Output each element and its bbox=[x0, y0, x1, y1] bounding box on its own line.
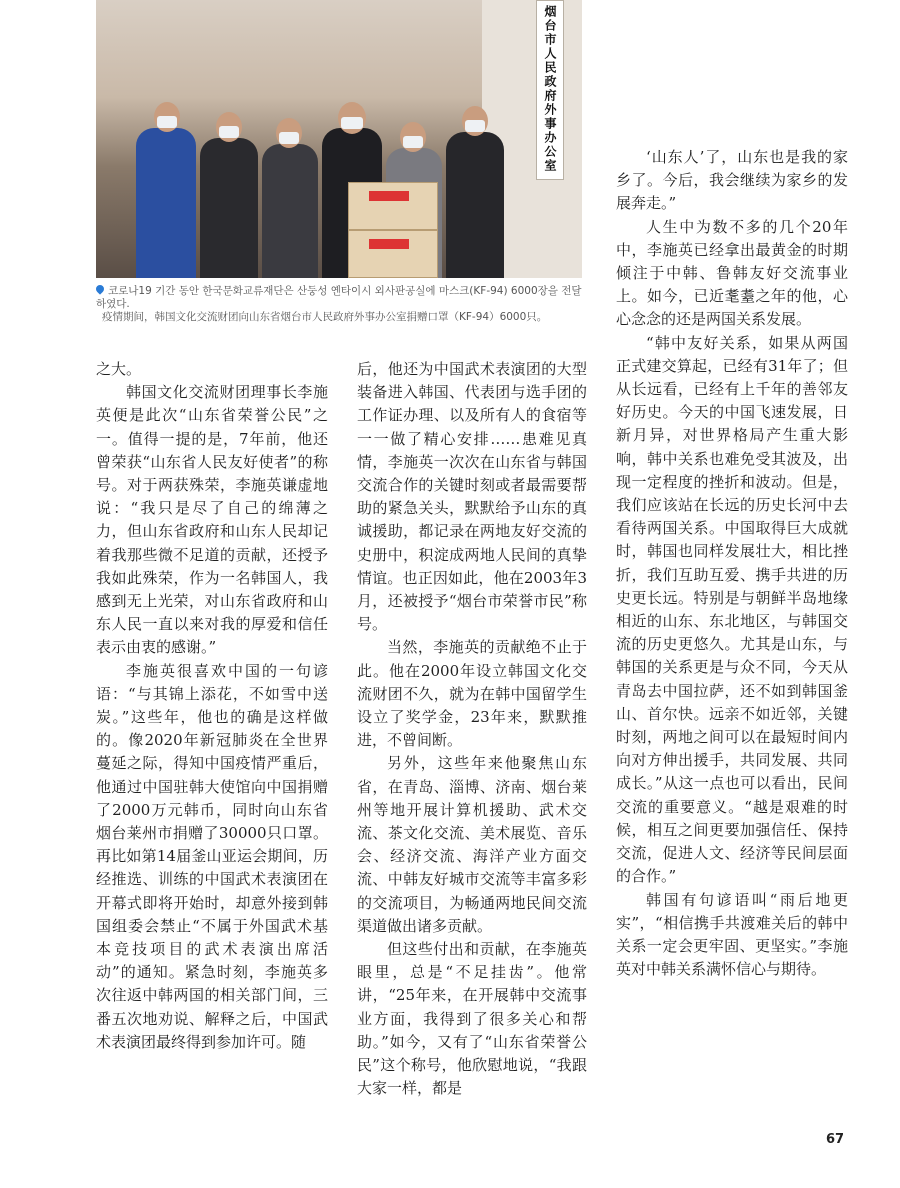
mask-donation-box bbox=[348, 230, 438, 278]
person bbox=[446, 132, 504, 278]
face-mask bbox=[219, 126, 239, 138]
paragraph: 韩国有句谚语叫“雨后地更实”，“相信携手共渡难关后的韩中关系一定会更牢固、更坚实。”李施英对中韩关系满怀信心与期待。 bbox=[616, 890, 848, 979]
paragraph: 另外，这些年来他聚焦山东省，在青岛、淄博、济南、烟台莱州等地开展计算机援助、武术交流、茶文化交流、美术展览、音乐会、经济交流、海洋产业方面交流、中韩友好城市交流等丰富多彩的交流项目，为畅通两地民间交流渠道做出诸多贡献。 bbox=[357, 754, 587, 935]
face-mask bbox=[157, 116, 177, 128]
paragraph: “韩中友好关系，如果从两国正式建交算起，已经有31年了；但从长远看，已经有上千年的善邻友好历史。今天的中国飞速发展，日新月异，对世界格局产生重大影响，韩中关系也难免受其波及，出现一定程度的挫折和波动。但是，我们应该站在长远的历史长河中去看待两国关系。中国取得巨大成就时，韩国也同样发展壮大，相比挫折，我们互助互爱、携手共进的历史更长远。特别是与朝鲜半岛地缘相近的山东、东北地区，与韩国交流的历史更悠久。尤其是山东，与韩国的关系更是与众不同，今天从青岛去中国拉萨，还不如到韩国釜山、首尔快。远亲不如近邻，关键时刻，两地之间可以在最短时间内向对方伸出援手，共同发展、共同成长。”从这一点也可以看出，民间交流的重要意义。“越是艰难的时候，相互之间更要加强信任、保持交流，促进人文、经济等民间层面的合作。” bbox=[616, 333, 848, 886]
face-mask bbox=[341, 117, 363, 129]
face-mask bbox=[403, 136, 423, 148]
face-mask bbox=[279, 132, 299, 144]
text-column-3 bbox=[616, 146, 848, 981]
box-label bbox=[369, 191, 409, 201]
paragraph: 李施英很喜欢中国的一句谚语：“与其锦上添花，不如雪中送炭。”这些年，他也的确是这样做的。像2020年新冠肺炎在全世界蔓延之际，得知中国疫情严重后，他通过中国驻韩大使馆向中国捐赠了2000万元韩币，同时向山东省烟台莱州市捐赠了30000只口罩。再比如第14届釜山亚运会期间，历经推选、训练的中国武术表演团在开幕式即将开始时，却意外接到韩国组委会禁止“不属于外国武术基本竞技项目的武术表演出席活动”的通知。紧急时刻，李施英多次往返中韩两国的相关部门间，三番五次地劝说、解释之后，中国武术表演团最终得到参加许可。随 bbox=[96, 661, 328, 1051]
office-plaque bbox=[536, 0, 564, 180]
paragraph: 当然，李施英的贡献绝不止于此。他在2000年设立韩国文化交流财团不久，就为在韩中国留学生设立了奖学金，23年来，默默推进，不曾间断。 bbox=[357, 638, 587, 750]
group-of-people bbox=[136, 90, 526, 278]
paragraph: 但这些付出和贡献，在李施英眼里，总是“不足挂齿”。他常讲，“25年来，在开展韩中交流事业方面，我得到了很多关心和帮助。”如今，又有了“山东省荣誉公民”这个称号，他欣慰地说，“我跟大家一样，都是 bbox=[357, 940, 587, 1098]
text-column-1 bbox=[96, 358, 328, 1054]
plaque-text: 烟台市人民政府外事办公室 bbox=[543, 5, 557, 173]
paragraph: 之大。 bbox=[96, 360, 142, 378]
person bbox=[136, 128, 196, 278]
location-pin-icon bbox=[94, 283, 105, 294]
paragraph: 韩国文化交流财团理事长李施英便是此次“山东省荣誉公民”之一。值得一提的是，7年前，他还曾荣获“山东省人民友好使者”的称号。对于两获殊荣，李施英谦虚地说：“我只是尽了自己的绵薄之力，但山东省政府和山东人民却记着我那些微不足道的贡献，还授予我如此殊荣，作为一名韩国人，我感到无上光荣，对山东省政府和山东人民一直以来对我的厚爱和信任表示由衷的感谢。” bbox=[96, 383, 328, 657]
page-number: 67 bbox=[826, 1132, 845, 1147]
mask-donation-box bbox=[348, 182, 438, 230]
face-mask bbox=[465, 120, 485, 132]
paragraph: 人生中为数不多的几个20年中，李施英已经拿出最黄金的时期倾注于中韩、鲁韩友好交流事业上。如今，已近耄耋之年的他，心心念念的还是两国关系发展。 bbox=[616, 217, 848, 329]
text-column-2 bbox=[357, 358, 587, 1101]
box-label bbox=[369, 239, 409, 249]
caption-chinese: 疫情期间，韩国文化交流财团向山东省烟台市人民政府外事办公室捐赠口罩（KF-94）6000只。 bbox=[102, 311, 548, 323]
photo-caption bbox=[96, 285, 586, 324]
person bbox=[200, 138, 258, 278]
paragraph: 后，他还为中国武术表演团的大型装备进入韩国、代表团与选手团的工作证办理、以及所有人的食宿等一一做了精心安排……患难见真情，李施英一次次在山东省与韩国交流合作的关键时刻或者最需要帮助的紧急关头，默默给予山东的真诚援助，都记录在两地友好交流的史册中，积淀成两地人民间的真挚情谊。也正因如此，他在2003年3月，还被授予“烟台市荣誉市民”称号。 bbox=[357, 360, 587, 634]
paragraph: ‘山东人’了，山东也是我的家乡了。今后，我会继续为家乡的发展奔走。” bbox=[616, 148, 848, 213]
caption-korean: 코로나19 기간 동안 한국문화교류재단은 산둥성 옌타이시 외사판공실에 마스크(KF-94) 6000장을 전달하였다. bbox=[96, 285, 582, 310]
person bbox=[262, 144, 318, 278]
article-photo bbox=[96, 0, 582, 278]
